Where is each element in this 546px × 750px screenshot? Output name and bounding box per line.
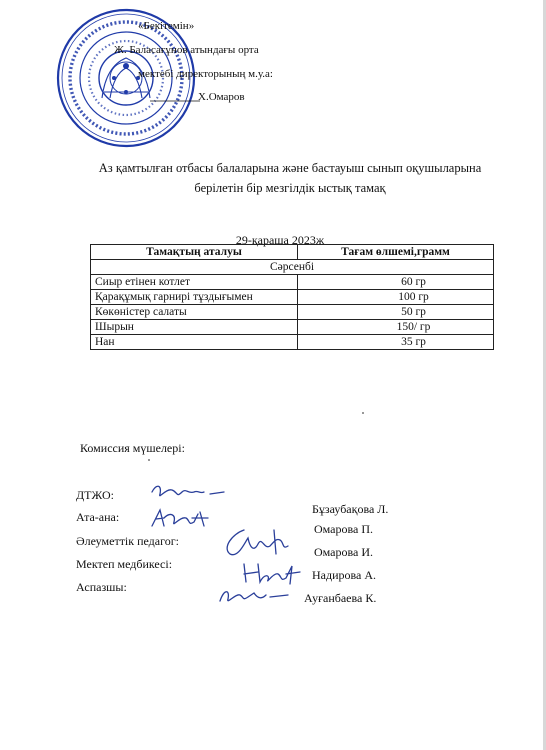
dish-portion: 150/ гр xyxy=(298,320,494,335)
member-name: Ауғанбаева К. xyxy=(304,591,377,605)
approval-line1: «Бекітемін» xyxy=(138,20,195,32)
column-header-portion: Тағам өлшемі,грамм xyxy=(298,245,494,260)
director-signature-line xyxy=(150,100,200,103)
director-name: Х.Омаров xyxy=(198,91,245,103)
approval-line2: Ж. Баласағұнов атындағы орта xyxy=(114,44,259,56)
table-row xyxy=(91,335,494,350)
dish-name: Қарақұмық гарнирі тұздығымен xyxy=(91,290,298,305)
signature-dtzho xyxy=(148,480,228,504)
scan-speck xyxy=(148,459,150,461)
member-role: Мектеп медбикесі: xyxy=(76,557,173,571)
commission-title: Комиссия мүшелері: xyxy=(80,441,185,455)
member-role: Әлеуметтік педагог: xyxy=(76,534,179,548)
approval-line3: мектебі директорының м.у.а: xyxy=(138,68,273,80)
table-row xyxy=(91,275,494,290)
title-line2: берілетін бір мезгілдік ыстық тамақ xyxy=(194,181,386,195)
table-row xyxy=(91,320,494,335)
day-cell: Сәрсенбі xyxy=(91,260,494,275)
member-name: Бұзаубақова Л. xyxy=(312,502,389,516)
table-row xyxy=(91,290,494,305)
document-title xyxy=(60,158,520,198)
member-role: Ата-ана: xyxy=(76,510,120,524)
dish-portion: 35 гр xyxy=(298,335,494,350)
member-name: Омарова П. xyxy=(314,522,374,536)
dish-name: Нан xyxy=(91,335,298,350)
signature-social-pedagogue xyxy=(214,524,300,560)
signature-parent xyxy=(146,506,222,532)
member-name: Надирова А. xyxy=(312,568,377,582)
dish-portion: 50 гр xyxy=(298,305,494,320)
day-row xyxy=(91,260,494,275)
table-header-row xyxy=(91,245,494,260)
dish-name: Шырын xyxy=(91,320,298,335)
menu-date: 29-қараша 2023ж xyxy=(235,233,325,247)
signature-cook xyxy=(214,585,294,607)
signature-nurse xyxy=(236,560,306,586)
title-line1: Аз қамтылған отбасы балаларына және бастауыш сынып оқушыларына xyxy=(98,161,482,175)
scan-speck xyxy=(362,412,364,414)
table-row xyxy=(91,305,494,320)
dish-portion: 60 гр xyxy=(298,275,494,290)
column-header-dish: Тамақтың аталуы xyxy=(91,245,298,260)
member-role: ДТЖО: xyxy=(76,488,114,502)
approval-block xyxy=(0,0,546,150)
member-role: Аспазшы: xyxy=(76,580,127,594)
menu-table xyxy=(90,244,494,350)
member-name: Омарова И. xyxy=(314,545,374,559)
dish-name: Көкөністер салаты xyxy=(91,305,298,320)
dish-name: Сиыр етінен котлет xyxy=(91,275,298,290)
dish-portion: 100 гр xyxy=(298,290,494,305)
